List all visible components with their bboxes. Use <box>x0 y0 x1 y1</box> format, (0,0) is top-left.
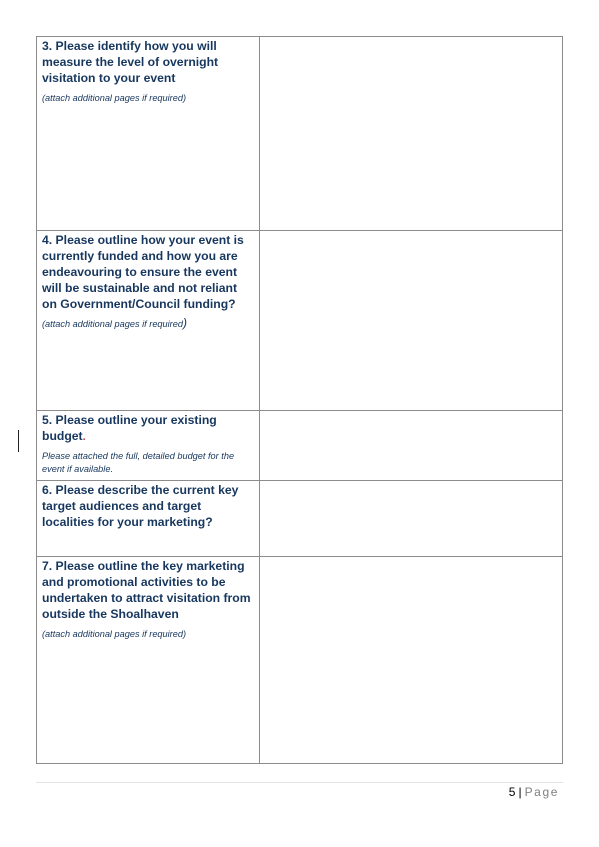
question-row-4 <box>37 231 563 411</box>
question-3-note: (attach additional pages if required) <box>42 93 187 103</box>
question-5-note: Please attached the full, detailed budget for the event if available. <box>42 451 235 474</box>
footer-divider <box>36 782 563 783</box>
text-cursor <box>18 430 19 452</box>
question-4-note-text: (attach additional pages if required <box>42 319 183 329</box>
question-7-text: 7. Please outline the key marketing and promotional activities to be undertaken to attract visitation from outside the Shoalhaven <box>42 559 251 621</box>
question-5-mark: . <box>82 431 86 443</box>
question-4-note-close: ) <box>182 316 187 330</box>
question-row-5 <box>37 411 563 481</box>
question-row-3 <box>37 37 563 231</box>
question-cell-3 <box>37 37 260 231</box>
question-4-text: 4. Please outline how your event is currently funded and how you are endeavouring to ensure the event will be sustainable and not reliant on Government/Council funding? <box>42 233 244 311</box>
page-separator: | <box>518 785 522 799</box>
answer-field-5[interactable] <box>260 411 563 481</box>
question-cell-7 <box>37 557 260 764</box>
question-row-6 <box>37 481 563 557</box>
page-label: Page <box>524 785 559 799</box>
answer-field-4[interactable] <box>260 231 563 411</box>
application-form-table <box>36 36 563 764</box>
question-cell-4 <box>37 231 260 411</box>
question-5-label: 5. Please outline your existing budget <box>42 413 217 443</box>
answer-field-6[interactable] <box>260 481 563 557</box>
page-number: 5 <box>508 785 516 799</box>
answer-field-7[interactable] <box>260 557 563 764</box>
question-4-note <box>42 317 255 331</box>
question-3-text: 3. Please identify how you will measure the level of overnight visitation to your event <box>42 39 219 85</box>
question-row-7 <box>37 557 563 764</box>
question-7-note: (attach additional pages if required) <box>42 629 187 639</box>
question-6-text: 6. Please describe the current key target audiences and target localities for your marketing? <box>42 483 239 529</box>
page-footer <box>509 784 559 800</box>
question-cell-5 <box>37 411 260 481</box>
answer-field-3[interactable] <box>260 37 563 231</box>
question-cell-6 <box>37 481 260 557</box>
question-5-text <box>42 412 255 445</box>
